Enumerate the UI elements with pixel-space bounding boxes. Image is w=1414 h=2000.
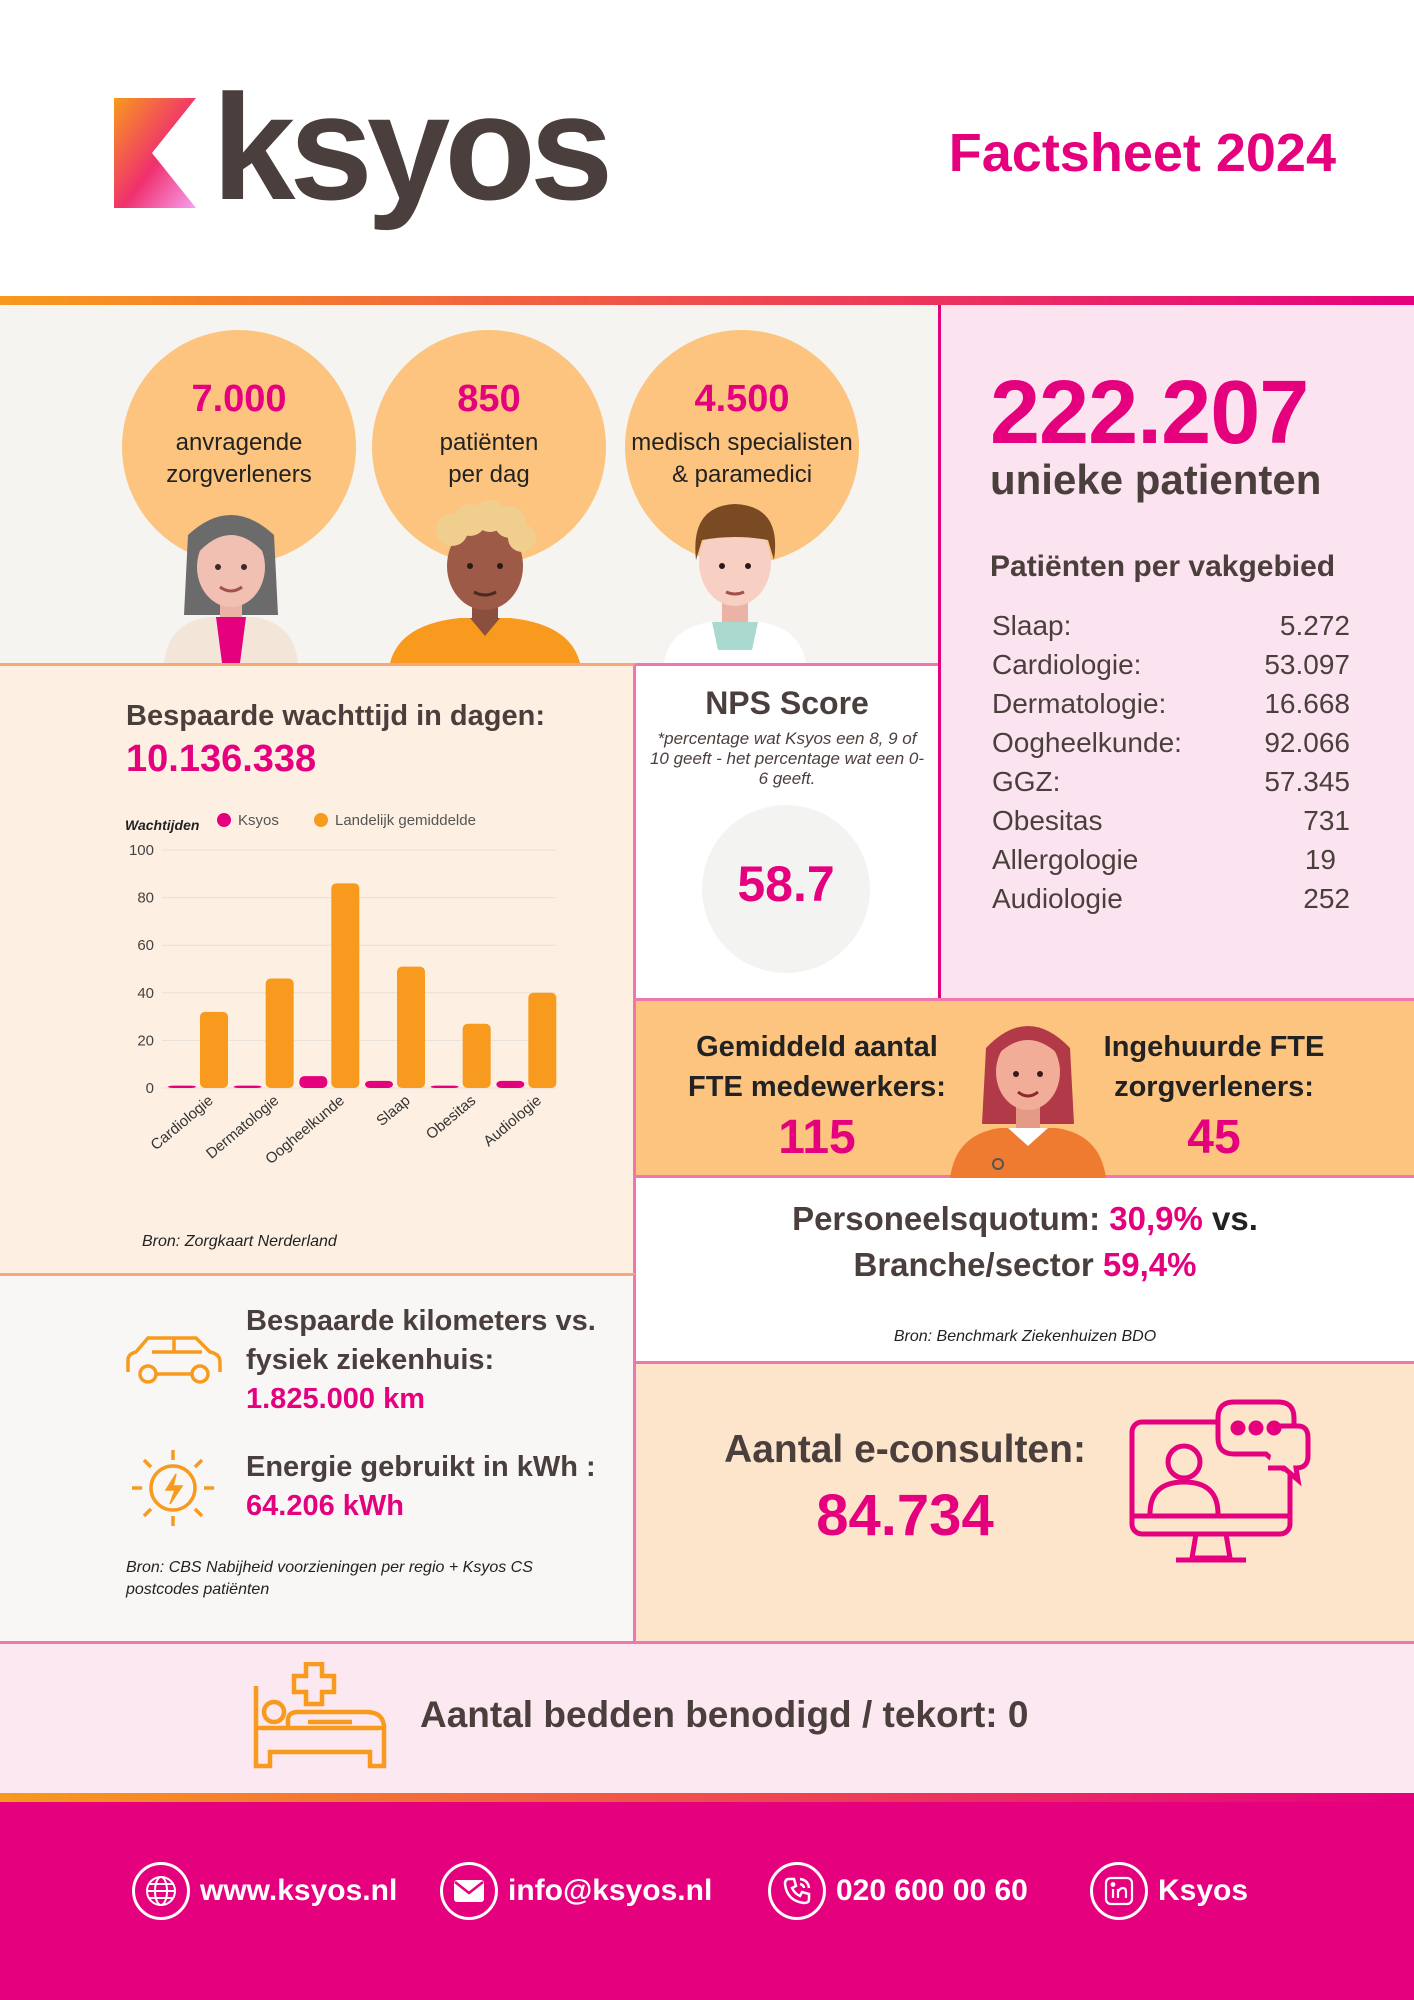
waiting-time-source: Bron: Zorgkaart Nerderland [142,1233,337,1250]
x-tick-label: Slaap [373,1092,414,1130]
staff-quota-line [636,1200,1414,1238]
car-icon [122,1334,226,1384]
bar-ksyos-dermatologie [234,1086,262,1088]
bar-national-oogheelkunde [331,883,359,1088]
x-tick-label: Oogheelkunde [262,1092,348,1168]
y-tick-label: 60 [137,937,154,955]
field-row [992,840,1350,879]
legend-label-ksyos: Ksyos [238,812,279,829]
stat-label-line2: & paramedici [671,461,813,488]
staff-quota-value: 30,9% [1109,1200,1203,1237]
staff-quota-vs: vs. [1212,1200,1258,1237]
person-illustration-man-curly [390,500,580,663]
field-row [992,801,1350,840]
fte-hired-label-line1: Ingehuurde FTE [1103,1031,1325,1063]
fte-hired-value: 45 [1187,1111,1241,1164]
field-value: 19 [1304,844,1336,875]
fte-employees-value: 115 [778,1111,856,1164]
footer-linkedin-link[interactable] [1090,1862,1248,1920]
field-name: Cardiologie: [992,649,1142,680]
bar-ksyos-audiologie [496,1081,524,1088]
energy-icon [128,1448,218,1528]
y-tick-label: 40 [137,984,154,1002]
bar-national-dermatologie [266,979,294,1088]
chart-title: Wachtijden [125,817,200,833]
stat-value: 7.000 [191,378,287,420]
person-illustration-man-doctor [660,500,810,663]
globe-icon [132,1862,190,1920]
field-row [992,606,1350,645]
fte-employees-label-line2: FTE medewerkers: [688,1071,946,1103]
field-value: 53.097 [1264,649,1350,680]
km-source [126,1557,606,1601]
bar-ksyos-obesitas [431,1086,459,1088]
field-name: Oogheelkunde: [992,727,1182,758]
footer-phone-text[interactable]: 020 600 00 60 [836,1874,1028,1907]
legend-swatch-ksyos [217,813,231,827]
fte-employees-label-line1: Gemiddeld aantal [696,1031,938,1063]
field-row [992,879,1350,918]
logo-mark [114,98,196,208]
beds-label: Aantal bedden benodigd / tekort: 0 [420,1694,1029,1735]
bar-ksyos-slaap [365,1081,393,1088]
field-value: 5.272 [1279,610,1350,641]
econsults-label: Aantal e-consulten: [724,1428,1086,1471]
top-gradient-bar [0,296,1414,305]
field-row [992,723,1350,762]
patients-per-field-title: Patiënten per vakgebied [990,550,1336,583]
fte-hired-label-line2: zorgverleners: [1114,1071,1314,1103]
quota-source: Bron: Benchmark Ziekenhuizen BDO [893,1328,1157,1345]
stat-label-line1: anvragende [175,429,303,456]
stat-value: 4.500 [694,378,790,420]
fte-hired-label [1064,1027,1364,1107]
legend-swatch-national [314,813,328,827]
km-saved-block [246,1302,626,1419]
bar-ksyos-oogheelkunde [299,1076,327,1088]
field-name: Allergologie [992,844,1139,875]
energy-value: 64.206 kWh [246,1490,404,1522]
km-saved-label-line2: fysiek ziekenhuis: [246,1344,495,1376]
mail-icon [440,1862,498,1920]
person-illustration-woman [158,505,304,663]
hospital-bed-icon [252,1662,388,1770]
footer-phone-link[interactable] [768,1862,1028,1920]
sector-quota-line [636,1246,1414,1284]
bar-national-slaap [397,967,425,1088]
bottom-gradient-bar [0,1793,1414,1802]
nps-value: 58.7 [737,856,835,912]
y-tick-label: 100 [128,842,154,859]
field-name: Obesitas [992,805,1103,836]
staff-quota-label: Personeelsquotum: [792,1200,1101,1237]
fte-employees-label [660,1027,974,1107]
field-name: Slaap: [992,610,1072,641]
stat-label-line1: medisch specialisten [631,429,853,456]
km-source-line2: postcodes patiënten [126,1581,270,1598]
patients-per-field-list [992,606,1350,918]
waiting-time-chart [120,800,580,1200]
page-title: Factsheet 2024 [948,123,1336,183]
sector-quota-label: Branche/sector [853,1246,1094,1283]
energy-label: Energie gebruikt in kWh : [246,1451,596,1483]
nps-note: *percentage wat Ksyos een 8, 9 of 10 geeft - het percentage wat een 0-6 geeft. [649,729,925,788]
field-value: 92.066 [1264,727,1350,758]
footer-website-link[interactable] [132,1862,397,1920]
footer-website-text[interactable]: www.ksyos.nl [200,1874,398,1907]
waiting-time-value: 10.136.338 [126,738,317,780]
bar-national-obesitas [463,1024,491,1088]
x-tick-label: Cardiologie [147,1092,217,1154]
field-name: Audiologie [992,883,1123,914]
stat-label-line2: zorgverleners [166,461,312,488]
econsults-value: 84.734 [816,1483,994,1548]
unique-patients-label: unieke patienten [990,456,1322,503]
sector-quota-value: 59,4% [1102,1246,1197,1283]
waiting-time-title: Bespaarde wachttijd in dagen: [126,700,545,732]
field-row [992,762,1350,801]
field-value: 57.345 [1264,766,1350,797]
footer-linkedin-text[interactable]: Ksyos [1158,1874,1249,1907]
stat-label-line2: per dag [448,461,530,488]
field-value: 16.668 [1264,688,1350,719]
y-tick-label: 20 [137,1032,154,1050]
field-row [992,684,1350,723]
field-value: 731 [1303,805,1350,836]
video-consult-icon [1128,1398,1312,1580]
footer-email-text[interactable]: info@ksyos.nl [508,1874,713,1907]
km-saved-label-line1: Bespaarde kilometers vs. [246,1305,596,1337]
bar-ksyos-cardiologie [168,1086,196,1088]
field-name: GGZ: [992,766,1061,797]
x-tick-label: Audiologie [480,1092,545,1151]
y-tick-label: 0 [145,1080,154,1097]
bar-national-cardiologie [200,1012,228,1088]
phone-icon [768,1862,826,1920]
y-tick-label: 80 [137,889,154,907]
field-value: 252 [1303,883,1350,914]
logo-wordmark: ksyos [212,63,608,231]
energy-block [246,1448,626,1526]
stat-label-line1: patiënten [439,429,539,456]
stat-value: 850 [457,378,521,420]
linkedin-icon [1090,1862,1148,1920]
x-tick-label: Obesitas [422,1092,480,1144]
km-source-line1: Bron: CBS Nabijheid voorzieningen per regio + Ksyos CS [126,1559,533,1576]
x-tick-label: Dermatologie [202,1092,283,1163]
nps-title: NPS Score [705,685,869,721]
footer-email-link[interactable] [440,1862,712,1920]
field-name: Dermatologie: [992,688,1167,719]
legend-label-national: Landelijk gemiddelde [335,812,476,829]
field-row [992,645,1350,684]
km-saved-value: 1.825.000 km [246,1383,425,1415]
bar-national-audiologie [528,993,556,1088]
unique-patients-total: 222.207 [990,363,1309,463]
